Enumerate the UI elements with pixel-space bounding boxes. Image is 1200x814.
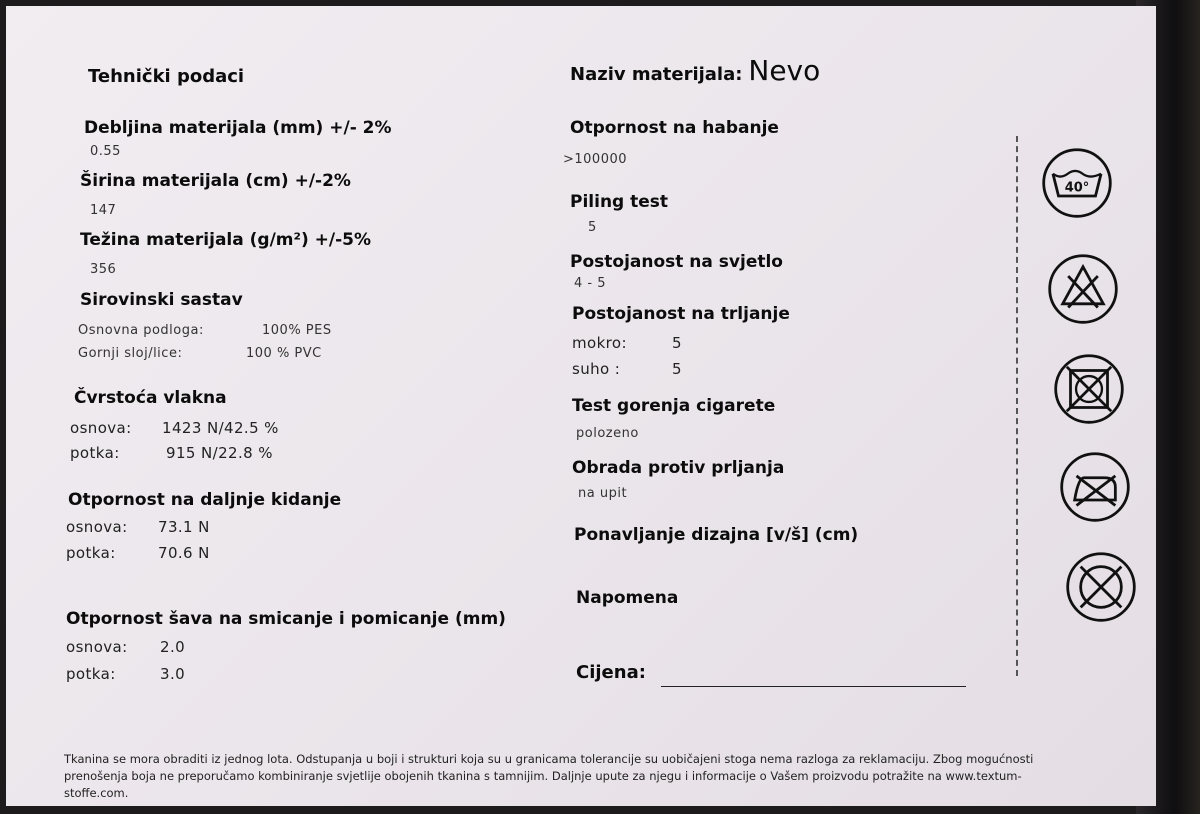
tear-weft-row (66, 544, 210, 562)
material-name-label: Naziv materijala: (570, 64, 743, 85)
tear-warp-row (66, 518, 210, 536)
soil-value: na upit (578, 486, 628, 501)
section-title: Tehnički podaci (88, 66, 245, 87)
seam-label: Otpornost šava na smicanje i pomicanje (mm) (66, 609, 506, 629)
no-dry-clean-icon (1064, 550, 1138, 624)
note-label: Napomena (576, 588, 679, 608)
width-label: Širina materijala (cm) +/-2% (80, 171, 351, 191)
fiber-weft-label: potka: (70, 444, 120, 462)
no-iron-icon (1058, 450, 1132, 524)
light-label: Postojanost na svjetlo (570, 252, 783, 272)
price-line (661, 686, 966, 687)
footer-disclaimer: Tkanina se mora obraditi iz jednog lota. Odstupanja u boji i strukturi koja su u granicama tolerancije su uobičajeni stoga nema razloga za reklamaciju. Zbog mogućnosti prenošenja boja ne preporučamo kombiniranje svjetlije obojenih tkanina s tamnijim. Daljnje upute za njegu i informacije o Vašem proizvodu potražite na www.textum-stoffe.com. (64, 752, 1034, 800)
thickness-label: Debljina materijala (mm) +/- 2% (84, 118, 392, 138)
width-value: 147 (90, 203, 117, 218)
seam-warp-value: 2.0 (160, 638, 186, 656)
rubbing-dry-label: suho : (572, 360, 621, 378)
material-name-row (570, 54, 820, 87)
rubbing-wet-label: mokro: (572, 334, 627, 352)
wash-temp-text: 40° (1064, 180, 1090, 196)
fiber-weft-row (70, 444, 273, 462)
composition-top-row (78, 346, 322, 361)
fiber-weft-value: 915 N/22.8 % (166, 444, 273, 462)
seam-warp-row (66, 638, 185, 656)
soil-label: Obrada protiv prljanja (572, 458, 785, 478)
tear-label: Otpornost na daljnje kidanje (68, 490, 342, 510)
wash-40-icon (1040, 146, 1114, 220)
composition-label: Sirovinski sastav (80, 290, 243, 310)
tear-off-perforation (1016, 136, 1018, 676)
abrasion-value: >100000 (563, 152, 628, 167)
rubbing-dry-row (572, 360, 682, 378)
rubbing-wet-row (572, 334, 682, 352)
seam-warp-label: osnova: (66, 638, 128, 656)
fiber-warp-label: osnova: (70, 419, 132, 437)
pilling-label: Piling test (570, 192, 669, 212)
pilling-value: 5 (588, 220, 597, 235)
no-tumble-dry-icon (1052, 352, 1126, 426)
fiber-warp-row (70, 419, 279, 437)
repeat-label: Ponavljanje dizajna [v/š] (cm) (574, 525, 859, 545)
composition-base-label: Osnovna podloga: (78, 323, 204, 338)
weight-label: Težina materijala (g/m²) +/-5% (80, 230, 372, 250)
rubbing-wet-value: 5 (672, 334, 682, 352)
price-label: Cijena: (576, 662, 646, 683)
composition-top-label: Gornji sloj/lice: (78, 346, 183, 361)
light-value: 4 - 5 (574, 276, 606, 291)
rubbing-label: Postojanost na trljanje (572, 304, 790, 324)
composition-base-row (78, 323, 332, 338)
rubbing-dry-value: 5 (672, 360, 682, 378)
cigarette-value: polozeno (576, 426, 639, 441)
tear-warp-value: 73.1 N (158, 518, 210, 536)
tear-weft-value: 70.6 N (158, 544, 210, 562)
fiber-strength-label: Čvrstoća vlakna (74, 388, 227, 408)
tear-weft-label: potka: (66, 544, 116, 562)
seam-weft-value: 3.0 (160, 665, 186, 683)
product-label-card (6, 6, 1156, 806)
seam-weft-row (66, 665, 185, 683)
thickness-value: 0.55 (90, 144, 121, 159)
weight-value: 356 (90, 262, 117, 277)
cigarette-label: Test gorenja cigarete (572, 396, 776, 416)
tear-warp-label: osnova: (66, 518, 128, 536)
composition-base-value: 100% PES (262, 323, 332, 338)
abrasion-label: Otpornost na habanje (570, 118, 779, 138)
seam-weft-label: potka: (66, 665, 116, 683)
composition-top-value: 100 % PVC (246, 346, 322, 361)
fiber-warp-value: 1423 N/42.5 % (162, 419, 279, 437)
no-bleach-icon (1046, 252, 1120, 326)
material-name-value: Nevo (748, 54, 821, 87)
